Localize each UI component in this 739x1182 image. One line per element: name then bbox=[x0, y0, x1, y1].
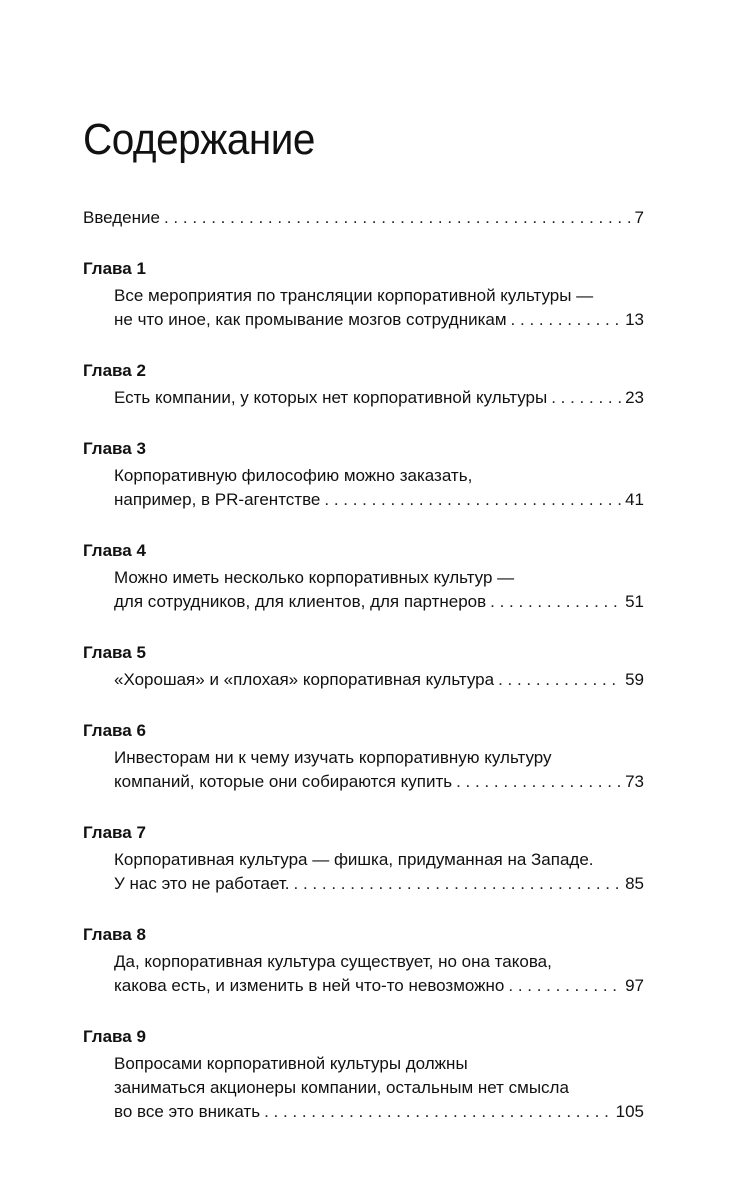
chapter-heading: Глава 6 bbox=[83, 721, 146, 740]
chapter-title-line: Можно иметь несколько корпоративных культур — bbox=[114, 568, 515, 587]
chapter-title-line: заниматься акционеры компании, остальным нет смысла bbox=[114, 1078, 569, 1097]
chapter-heading: Глава 7 bbox=[83, 823, 146, 842]
chapter-title-line: во все это вникать bbox=[114, 1102, 261, 1121]
chapter-title-line: для сотрудников, для клиентов, для партнеров bbox=[114, 592, 487, 611]
chapter-title-line: У нас это не работает. bbox=[114, 874, 290, 893]
chapter-entry-1[interactable] bbox=[83, 257, 644, 332]
chapter-title-last-line bbox=[83, 1100, 644, 1124]
toc-entry-intro[interactable] bbox=[83, 206, 644, 230]
toc-entry-label: Введение bbox=[83, 208, 160, 227]
toc-page-number: 51 bbox=[625, 592, 644, 611]
chapter-heading: Глава 4 bbox=[83, 541, 146, 560]
chapter-title-line: Вопросами корпоративной культуры должны bbox=[114, 1054, 468, 1073]
toc-page-number: 41 bbox=[625, 490, 644, 509]
chapter-title-line: какова есть, и изменить в ней что-то невозможно bbox=[114, 976, 505, 995]
chapter-entry-3[interactable] bbox=[83, 437, 644, 512]
chapter-entry-9[interactable] bbox=[83, 1025, 644, 1124]
page-title: Содержание bbox=[83, 115, 315, 164]
chapter-title-last-line bbox=[83, 308, 644, 332]
dot-leader bbox=[264, 1100, 612, 1124]
toc-page-number: 13 bbox=[625, 310, 644, 329]
chapter-heading: Глава 5 bbox=[83, 643, 146, 662]
chapter-title-last-line bbox=[83, 872, 644, 896]
chapter-title-line: «Хорошая» и «плохая» корпоративная культура bbox=[114, 670, 495, 689]
chapter-heading: Глава 9 bbox=[83, 1027, 146, 1046]
chapter-title-line: не что иное, как промывание мозгов сотрудникам bbox=[114, 310, 507, 329]
toc-page-number: 59 bbox=[625, 670, 644, 689]
chapter-title-line: Есть компании, у которых нет корпоративной культуры bbox=[114, 388, 548, 407]
chapter-title-last-line bbox=[83, 488, 644, 512]
dot-leader bbox=[551, 386, 621, 410]
toc-page-number: 105 bbox=[615, 1102, 644, 1121]
chapter-heading: Глава 2 bbox=[83, 361, 146, 380]
chapter-entry-5[interactable] bbox=[83, 641, 644, 692]
chapter-title-last-line bbox=[83, 668, 644, 692]
chapter-list bbox=[83, 257, 644, 1124]
chapter-entry-2[interactable] bbox=[83, 359, 644, 410]
dot-leader bbox=[508, 974, 621, 998]
chapter-entry-4[interactable] bbox=[83, 539, 644, 614]
dot-leader bbox=[164, 206, 631, 230]
chapter-title-last-line bbox=[83, 386, 644, 410]
dot-leader bbox=[498, 668, 621, 692]
dot-leader bbox=[456, 770, 621, 794]
chapter-title-line: Все мероприятия по трансляции корпоративной культуры — bbox=[114, 286, 594, 305]
toc-page-number: 73 bbox=[625, 772, 644, 791]
chapter-title-line: Инвесторам ни к чему изучать корпоративную культуру bbox=[114, 748, 552, 767]
chapter-title-line: например, в PR-агентстве bbox=[114, 490, 321, 509]
toc-page-number: 97 bbox=[625, 976, 644, 995]
chapter-heading: Глава 3 bbox=[83, 439, 146, 458]
dot-leader bbox=[511, 308, 622, 332]
dot-leader bbox=[490, 590, 621, 614]
chapter-title-last-line bbox=[83, 974, 644, 998]
chapter-title-last-line bbox=[83, 770, 644, 794]
chapter-heading: Глава 1 bbox=[83, 259, 146, 278]
chapter-title-line: Корпоративную философию можно заказать, bbox=[114, 466, 473, 485]
chapter-entry-7[interactable] bbox=[83, 821, 644, 896]
table-of-contents bbox=[83, 206, 644, 1124]
chapter-heading: Глава 8 bbox=[83, 925, 146, 944]
dot-leader bbox=[294, 872, 622, 896]
chapter-title-line: компаний, которые они собираются купить bbox=[114, 772, 453, 791]
toc-page-number: 85 bbox=[625, 874, 644, 893]
chapter-title-line: Да, корпоративная культура существует, но она такова, bbox=[114, 952, 552, 971]
toc-page-number: 23 bbox=[625, 388, 644, 407]
chapter-title-line: Корпоративная культура — фишка, придуманная на Западе. bbox=[114, 850, 594, 869]
chapter-entry-8[interactable] bbox=[83, 923, 644, 998]
toc-page-number: 7 bbox=[634, 208, 644, 227]
chapter-title-last-line bbox=[83, 590, 644, 614]
dot-leader bbox=[324, 488, 621, 512]
chapter-entry-6[interactable] bbox=[83, 719, 644, 794]
